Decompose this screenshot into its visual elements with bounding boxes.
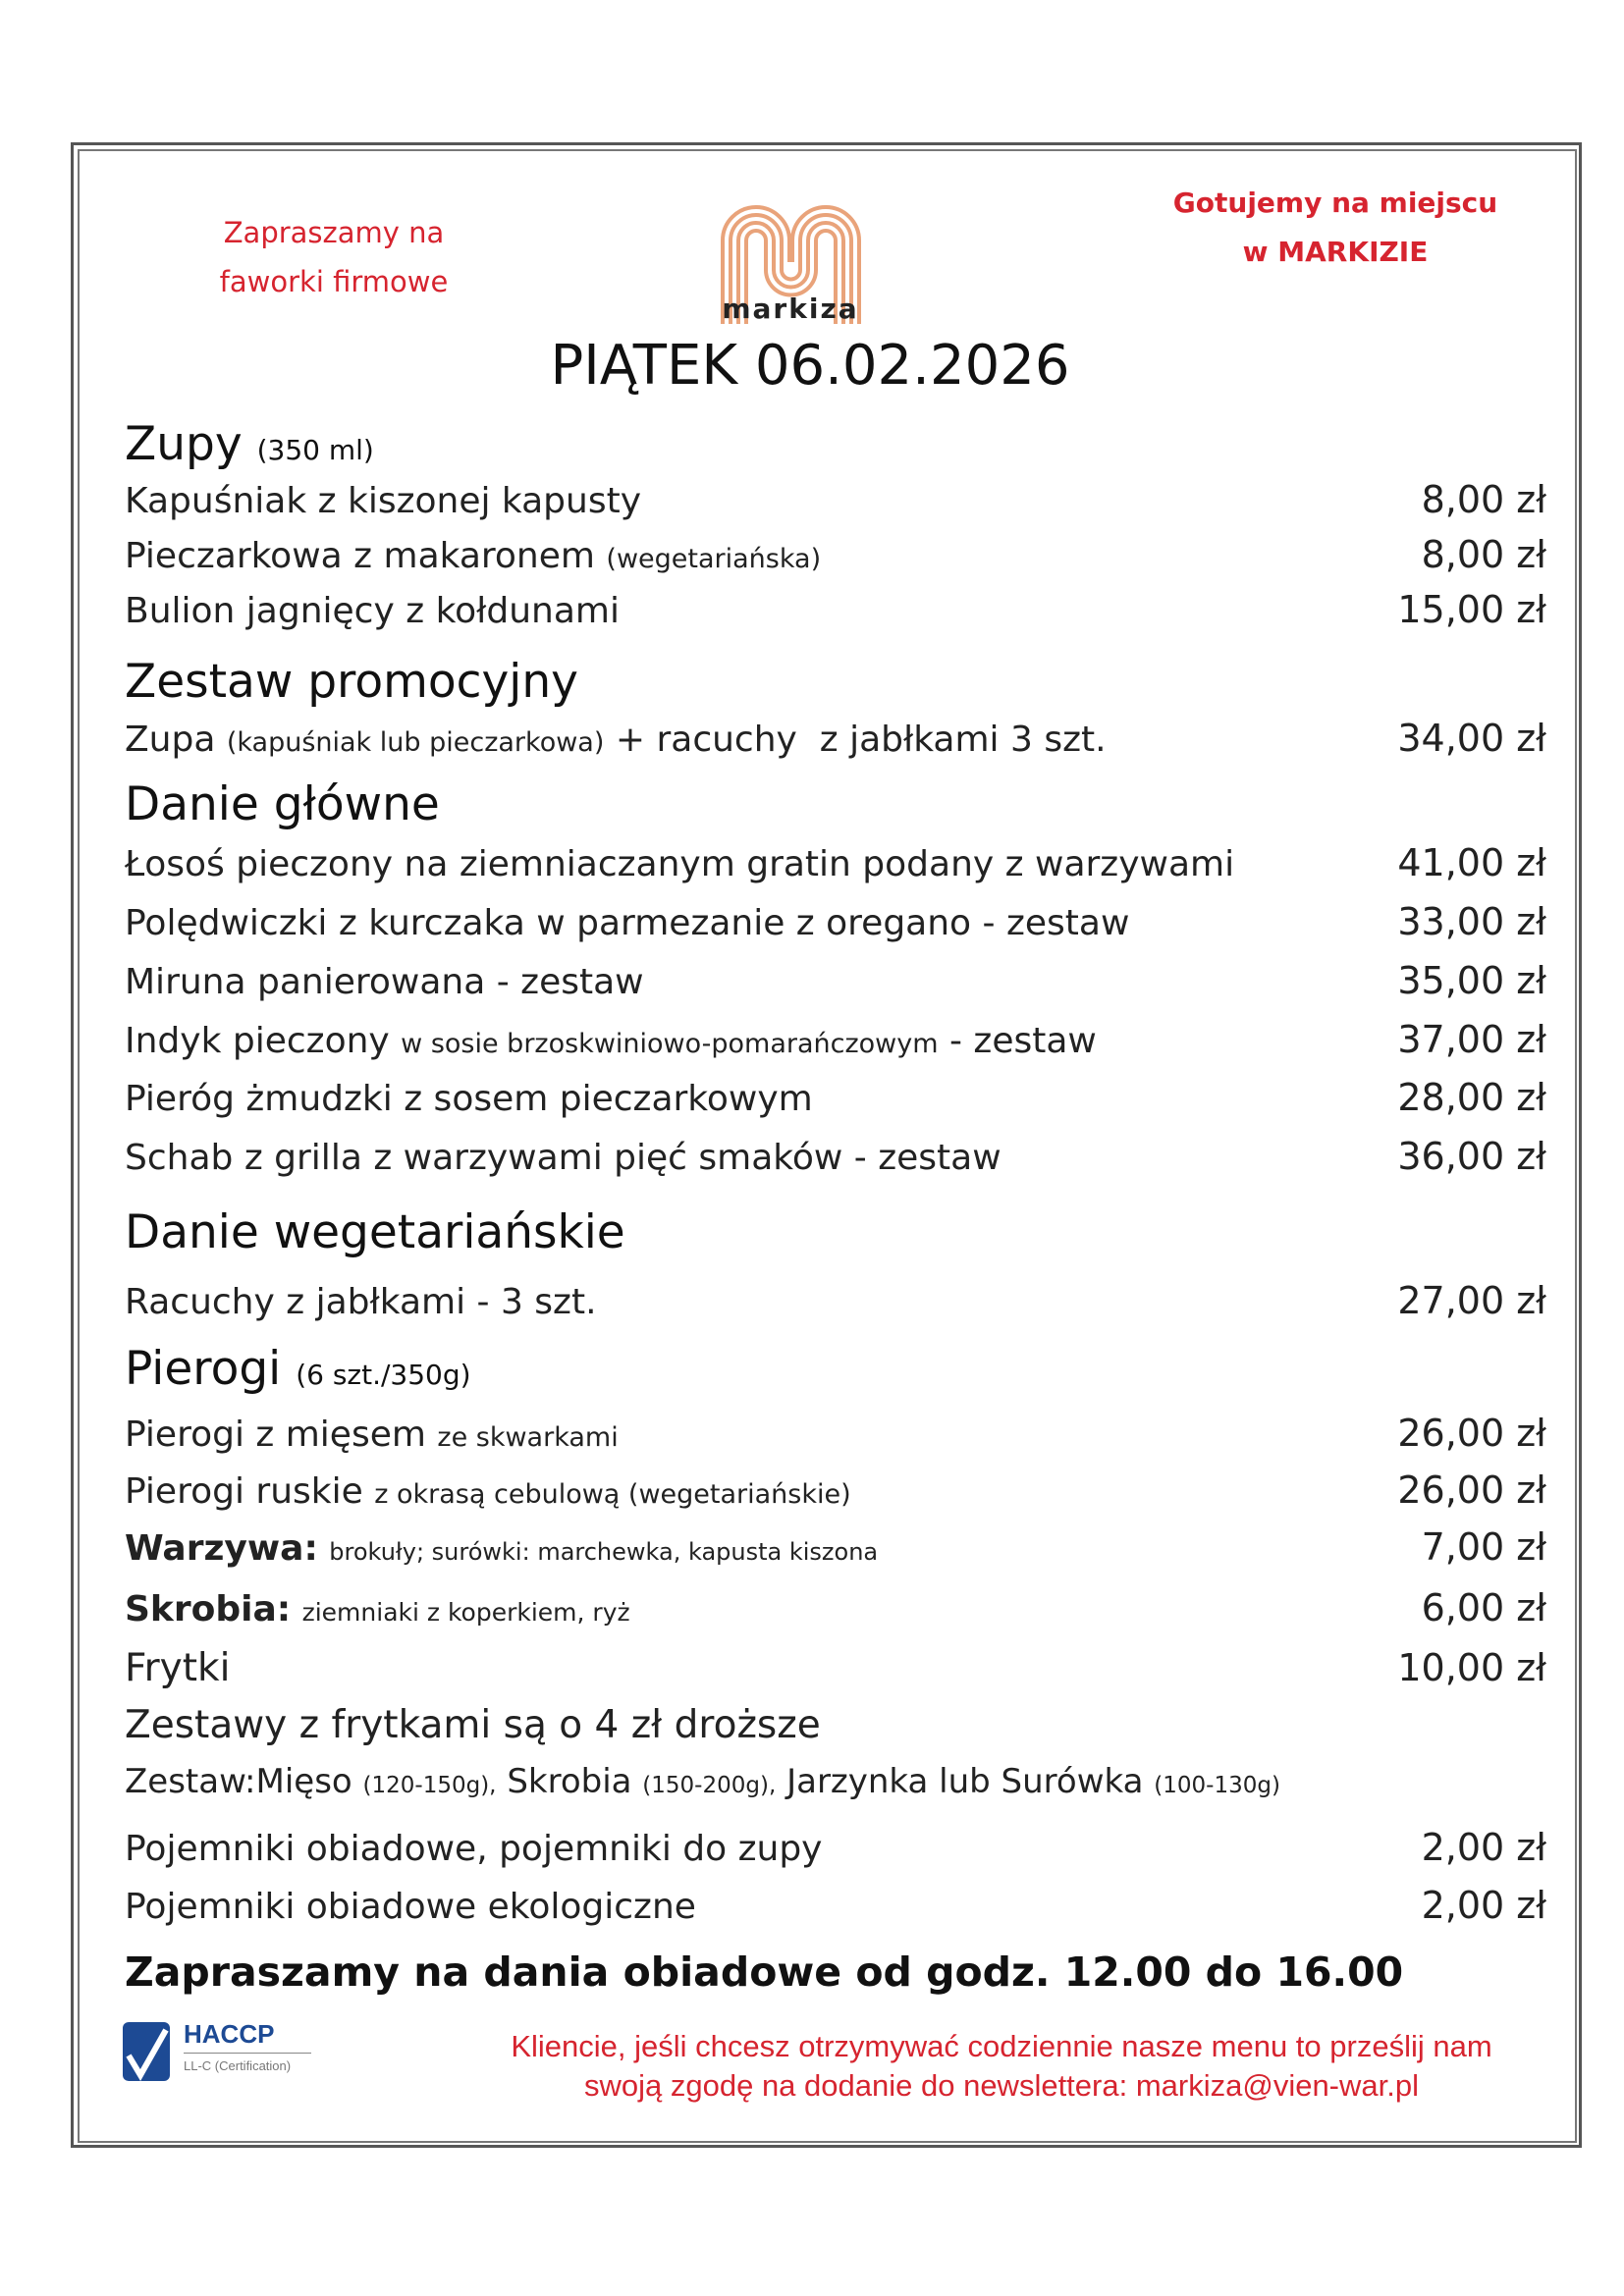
item-price: 10,00 zł	[1397, 1646, 1546, 1689]
item-name: Indyk pieczony	[125, 1021, 390, 1061]
item-note: (wegetariańska)	[606, 544, 822, 574]
item-name: Racuchy z jabłkami - 3 szt.	[125, 1282, 597, 1322]
section-zestaw-promocyjny-header	[125, 655, 578, 709]
item-name: Pieczarkowa z makaronem	[125, 536, 595, 576]
section-title: Zupy	[125, 417, 243, 471]
item-price: 6,00 zł	[1421, 1586, 1546, 1629]
menu-item	[125, 1018, 1546, 1061]
item-name: Pierogi ruskie	[125, 1471, 363, 1512]
haccp-checkmark-icon	[123, 2022, 170, 2081]
zestaw-mieso-note: (120-150g),	[362, 1773, 497, 1798]
item-price: 8,00 zł	[1421, 533, 1546, 576]
promo-faworki-line-1: Zapraszamy na	[223, 216, 445, 249]
item-name-suffix: - zestaw	[949, 1021, 1097, 1061]
menu-item	[125, 717, 1546, 760]
newsletter-line-1: Kliencie, jeśli chcesz otrzymywać codziennie nasze menu to prześlij nam	[511, 2029, 1492, 2063]
side-label: Skrobia:	[125, 1589, 292, 1629]
item-price: 15,00 zł	[1397, 588, 1546, 631]
item-name: Schab z grilla z warzywami pięć smaków - zestaw	[125, 1138, 1001, 1178]
zestaw-jarzynka: Jarzynka lub Surówka	[786, 1762, 1144, 1801]
item-name: Łosoś pieczony na ziemniaczanym gratin podany z warzywami	[125, 844, 1235, 884]
item-note: ze skwarkami	[437, 1422, 619, 1453]
item-price: 26,00 zł	[1397, 1412, 1546, 1455]
section-note: (6 szt./350g)	[296, 1359, 471, 1391]
item-price: 41,00 zł	[1397, 841, 1546, 884]
item-price: 7,00 zł	[1421, 1525, 1546, 1569]
item-price: 2,00 zł	[1421, 1884, 1546, 1927]
haccp-divider	[184, 2053, 311, 2054]
zestaw-mieso: Zestaw:Mięso	[125, 1762, 352, 1801]
item-name: Pojemniki obiadowe ekologiczne	[125, 1887, 696, 1927]
item-price: 33,00 zł	[1397, 900, 1546, 943]
item-name: Pieróg żmudzki z sosem pieczarkowym	[125, 1079, 813, 1119]
promo-gotujemy-line-2: w MARKIZIE	[1242, 236, 1429, 268]
item-price: 2,00 zł	[1421, 1826, 1546, 1869]
section-pierogi-header	[125, 1342, 471, 1396]
menu-item	[125, 841, 1546, 884]
section-zupy-header	[125, 417, 374, 471]
newsletter-line-2: swoją zgodę na dodanie do newslettera: markiza@vien-war.pl	[584, 2068, 1419, 2103]
menu-item	[125, 478, 1546, 521]
side-label: Frytki	[125, 1646, 231, 1690]
side-note: ziemniaki z koperkiem, ryż	[301, 1598, 630, 1627]
section-danie-glowne-header	[125, 777, 440, 831]
side-item-warzywa	[125, 1525, 1546, 1569]
zestawy-frytki-note: Zestawy z frytkami są o 4 zł droższe	[125, 1703, 821, 1747]
menu-item	[125, 1279, 1546, 1322]
logo-wordmark: markiza	[722, 293, 859, 325]
item-price: 35,00 zł	[1397, 959, 1546, 1002]
section-note: (350 ml)	[256, 434, 374, 466]
item-name: Miruna panierowana - zestaw	[125, 962, 644, 1002]
zestaw-jarzynka-note: (100-130g)	[1154, 1773, 1280, 1798]
promo-faworki	[196, 208, 471, 306]
section-title: Pierogi	[125, 1342, 282, 1396]
section-danie-wegetarianskie-header	[125, 1205, 625, 1259]
menu-item	[125, 1468, 1546, 1512]
menu-item	[125, 959, 1546, 1002]
section-title: Danie wegetariańskie	[125, 1205, 625, 1259]
item-name: Polędwiczki z kurczaka w parmezanie z oregano - zestaw	[125, 903, 1130, 943]
zestaw-skrobia-note: (150-200g),	[642, 1773, 777, 1798]
item-name: Kapuśniak z kiszonej kapusty	[125, 481, 642, 521]
item-name: Pojemniki obiadowe, pojemniki do zupy	[125, 1829, 823, 1869]
item-note: w sosie brzoskwiniowo-pomarańczowym	[401, 1029, 939, 1059]
item-price: 37,00 zł	[1397, 1018, 1546, 1061]
zestaw-skrobia: Skrobia	[507, 1762, 632, 1801]
item-note: z okrasą cebulową (wegetariańskie)	[374, 1479, 851, 1510]
page-title: PIĄTEK 06.02.2026	[550, 334, 1070, 398]
side-item-frytki	[125, 1646, 1546, 1690]
menu-item	[125, 1076, 1546, 1119]
menu-item	[125, 1884, 1546, 1927]
section-title: Danie główne	[125, 777, 440, 831]
item-note: (kapuśniak lub pieczarkowa)	[226, 727, 605, 758]
side-note: brokuły; surówki: marchewka, kapusta kiszona	[329, 1538, 879, 1566]
haccp-subtitle: LL-C (Certification)	[184, 2058, 292, 2073]
zestaw-sklad	[125, 1762, 1546, 1801]
menu-item	[125, 1826, 1546, 1869]
menu-item	[125, 1412, 1546, 1455]
item-price: 8,00 zł	[1421, 478, 1546, 521]
item-price: 27,00 zł	[1397, 1279, 1546, 1322]
item-price: 28,00 zł	[1397, 1076, 1546, 1119]
promo-gotujemy	[1139, 179, 1532, 277]
side-label: Warzywa:	[125, 1528, 318, 1569]
item-name: Zupa	[125, 720, 216, 760]
item-price: 34,00 zł	[1397, 717, 1546, 760]
section-title: Zestaw promocyjny	[125, 655, 578, 709]
item-name: Bulion jagnięcy z kołdunami	[125, 591, 620, 631]
menu-item	[125, 533, 1546, 576]
item-price: 36,00 zł	[1397, 1135, 1546, 1178]
menu-item	[125, 1135, 1546, 1178]
item-name-suffix: + racuchy z jabłkami 3 szt.	[615, 720, 1107, 760]
haccp-badge	[123, 2017, 319, 2086]
opening-hours: Zapraszamy na dania obiadowe od godz. 12.00 do 16.00	[125, 1949, 1404, 1996]
newsletter-notice	[432, 2027, 1571, 2106]
promo-faworki-line-2: faworki firmowe	[219, 265, 449, 298]
item-price: 26,00 zł	[1397, 1468, 1546, 1512]
menu-item	[125, 588, 1546, 631]
item-name: Pierogi z mięsem	[125, 1415, 426, 1455]
side-item-skrobia	[125, 1586, 1546, 1629]
promo-gotujemy-line-1: Gotujemy na miejscu	[1172, 187, 1498, 219]
menu-item	[125, 900, 1546, 943]
haccp-title: HACCP	[184, 2019, 275, 2049]
